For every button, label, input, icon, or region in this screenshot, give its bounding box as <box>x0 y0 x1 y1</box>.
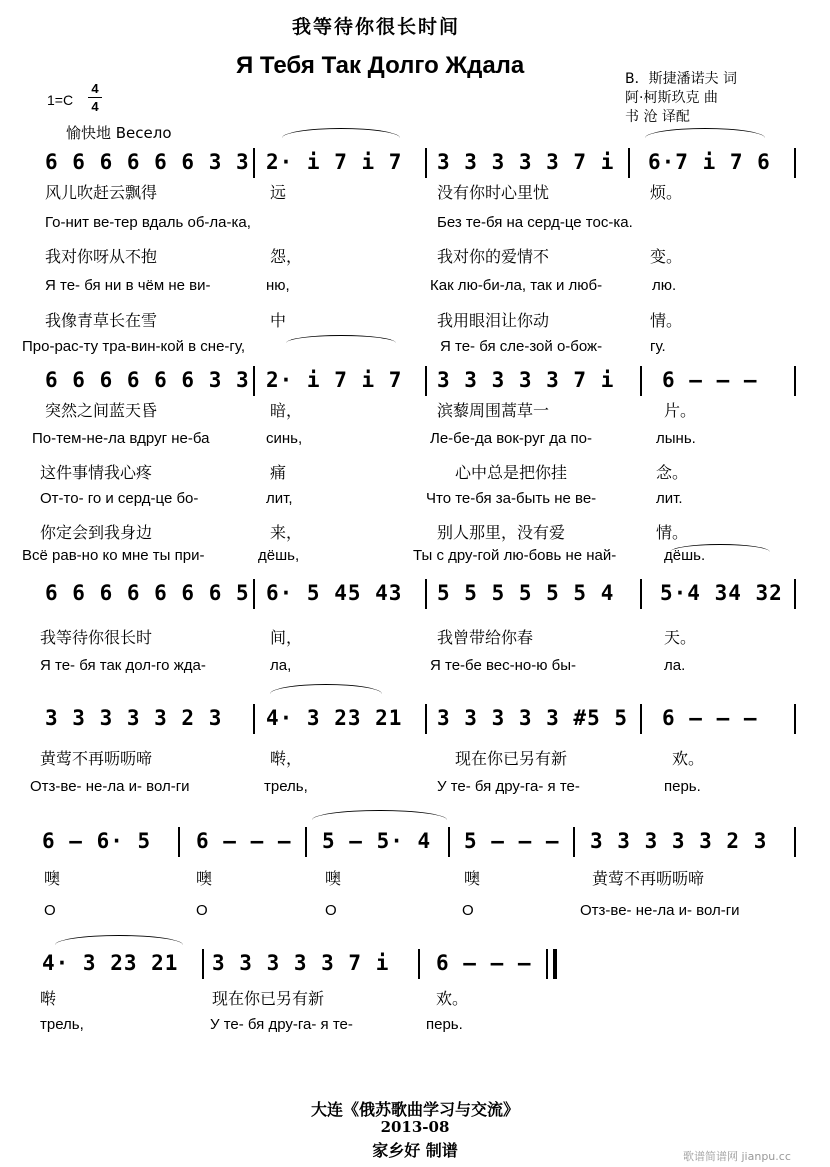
barline <box>794 148 796 178</box>
measure-notes: 6 6 6 6 6 6 3 3 <box>45 150 250 174</box>
slur <box>312 810 447 820</box>
lyric-ru: дёшь. <box>664 547 706 564</box>
credit-lyricist: В．斯捷潘诺夫 词 <box>625 71 738 87</box>
lyric-zh: 没有你时心里忧 <box>437 183 550 202</box>
title-russian: Я Тебя Так Долго Ждала <box>236 52 525 79</box>
lyric-zh: 别人那里，没有爱 <box>437 523 566 542</box>
lyric-ru: перь. <box>426 1016 463 1033</box>
measure-notes: 2· i 7 i 7 <box>266 150 403 174</box>
lyric-zh: 现在你已另有新 <box>455 749 568 768</box>
lyric-zh: 痛 <box>270 463 287 482</box>
footer-author: 家乡好 制谱 <box>372 1141 458 1160</box>
lyric-ru: Отз-ве- не-ла и- вол-ги <box>580 902 740 919</box>
lyric-ru: трель, <box>40 1016 84 1033</box>
lyric-zh: 片。 <box>664 401 697 420</box>
slur <box>55 935 183 945</box>
lyric-zh: 间， <box>270 628 303 647</box>
barline <box>253 148 255 178</box>
lyric-zh: 天。 <box>664 628 697 647</box>
barline <box>794 366 796 396</box>
lyric-zh: 情。 <box>656 523 689 542</box>
key-signature: 1=C <box>47 92 74 108</box>
measure-notes: 3 3 3 3 3 #5 5 <box>437 706 629 730</box>
barline <box>425 704 427 734</box>
lyric-zh: 噢 <box>44 869 61 888</box>
lyric-zh: 滨藜周围蒿草一 <box>437 401 550 420</box>
measure-notes: 6 – – – <box>662 368 758 392</box>
barline <box>253 366 255 396</box>
lyric-ru: У те- бя дру-га- я те- <box>210 1016 353 1033</box>
lyric-zh: 心中总是把你挂 <box>455 463 568 482</box>
measure-notes: 3 3 3 3 3 2 3 <box>590 829 768 853</box>
slur <box>645 128 765 138</box>
lyric-ru: Я те-бе вес-но-ю бы- <box>430 657 577 674</box>
lyric-ru: Я те- бя так дол-го жда- <box>40 657 206 674</box>
measure-notes: 5 – – – <box>464 829 560 853</box>
lyric-zh: 噢 <box>325 869 342 888</box>
time-sig-numerator: 4 <box>91 81 99 96</box>
lyric-zh: 我曾带给你春 <box>437 628 534 647</box>
measure-notes: 3 3 3 3 3 7 i <box>437 150 615 174</box>
lyric-zh: 现在你已另有新 <box>212 989 325 1008</box>
time-sig-denominator: 4 <box>91 99 99 114</box>
barline <box>573 827 575 857</box>
barline <box>794 827 796 857</box>
measure-notes: 5 5 5 5 5 5 4 <box>437 581 615 605</box>
title-chinese: 我等待你很长时间 <box>292 16 461 38</box>
lyric-ru: Что те-бя за-быть не ве- <box>426 490 597 507</box>
final-barline <box>553 949 557 979</box>
measure-notes: 4· 3 23 21 <box>42 951 179 975</box>
measure-notes: 6 6 6 6 6 6 3 3 <box>45 368 250 392</box>
barline <box>448 827 450 857</box>
lyric-ru: перь. <box>664 778 701 795</box>
lyric-zh: 中 <box>270 311 287 330</box>
tempo-marking: 愉快地 Весело <box>66 124 172 142</box>
lyric-zh: 啭 <box>40 989 57 1008</box>
measure-notes: 4· 3 23 21 <box>266 706 403 730</box>
barline <box>794 579 796 609</box>
lyric-ru: лит. <box>656 490 683 507</box>
lyric-ru: лю. <box>652 277 677 294</box>
barline <box>628 148 630 178</box>
barline <box>640 704 642 734</box>
lyric-zh: 烦。 <box>650 183 683 202</box>
measure-notes: 5 – 5· 4 <box>322 829 432 853</box>
measure-notes: 6 6 6 6 6 6 6 5 <box>45 581 250 605</box>
lyric-ru: У те- бя дру-га- я те- <box>437 778 580 795</box>
lyric-zh: 远 <box>270 183 287 202</box>
lyric-zh: 怨， <box>270 247 303 266</box>
lyric-ru: О <box>462 902 474 919</box>
lyric-zh: 噢 <box>196 869 213 888</box>
lyric-ru: Ты с дру-гой лю-бовь не най- <box>413 547 617 564</box>
barline <box>178 827 180 857</box>
slur <box>282 128 400 138</box>
barline <box>425 366 427 396</box>
lyric-zh: 你定会到我身边 <box>40 523 153 542</box>
footer-source: 大连《俄苏歌曲学习与交流》 <box>310 1100 519 1119</box>
barline <box>253 579 255 609</box>
footer-date: 2013-08 <box>380 1118 450 1136</box>
lyric-ru: Я те- бя ни в чём не ви- <box>45 277 211 294</box>
lyric-zh: 我像青草长在雪 <box>45 311 158 330</box>
measure-notes: 6·7 i 7 6 <box>648 150 771 174</box>
measure-notes: 6 – – – <box>662 706 758 730</box>
lyric-zh: 变。 <box>650 247 683 266</box>
barline <box>418 949 420 979</box>
barline <box>640 579 642 609</box>
lyric-ru: ла. <box>664 657 686 674</box>
lyric-zh: 欢。 <box>436 989 469 1008</box>
lyric-ru: трель, <box>264 778 308 795</box>
lyric-ru: От-то- го и серд-це бо- <box>40 490 199 507</box>
lyric-zh: 我对你的爱情不 <box>437 247 550 266</box>
lyric-ru: синь, <box>266 430 303 447</box>
lyric-zh: 黄莺不再呖呖啼 <box>40 749 153 768</box>
measure-notes: 5·4 34 32 <box>660 581 783 605</box>
lyric-ru: О <box>44 902 56 919</box>
measure-notes: 6· 5 45 43 <box>266 581 403 605</box>
lyric-ru: лынь. <box>656 430 696 447</box>
credit-translator: 书 沧 译配 <box>625 109 690 125</box>
lyric-zh: 暗， <box>270 401 303 420</box>
barline <box>640 366 642 396</box>
lyric-ru: Я те- бя сле-зой о-бож- <box>440 338 603 355</box>
slur <box>270 684 382 694</box>
watermark: 歌谱简谱网 jianpu.cc <box>683 1150 791 1163</box>
lyric-ru: гу. <box>650 338 666 355</box>
lyric-ru: О <box>325 902 337 919</box>
slur <box>286 335 396 343</box>
barline <box>425 579 427 609</box>
lyric-zh: 来， <box>270 523 303 542</box>
barline <box>546 949 548 979</box>
lyric-zh: 情。 <box>650 311 683 330</box>
lyric-ru: По-тем-не-ла вдруг не-ба <box>32 430 210 447</box>
lyric-ru: дёшь, <box>258 547 300 564</box>
lyric-ru: Ле-бе-да вок-руг да по- <box>430 430 592 447</box>
lyric-ru: Как лю-би-ла, так и люб- <box>430 277 603 294</box>
lyric-zh: 念。 <box>656 463 689 482</box>
lyric-ru: Про-рас-ту тра-вин-кой в сне-гу, <box>22 338 246 355</box>
lyric-ru: Го-нит ве-тер вдаль об-ла-ка, <box>45 214 251 231</box>
lyric-zh: 这件事情我心疼 <box>40 463 153 482</box>
barline <box>425 148 427 178</box>
credit-composer: 阿·柯斯玖克 曲 <box>625 90 718 106</box>
lyric-ru: Всё рав-но ко мне ты при- <box>22 547 205 564</box>
lyric-ru: лит, <box>266 490 293 507</box>
lyric-zh: 黄莺不再呖呖啼 <box>592 869 705 888</box>
measure-notes: 6 – – – <box>436 951 532 975</box>
lyric-ru: Отз-ве- не-ла и- вол-ги <box>30 778 190 795</box>
lyric-zh: 我用眼泪让你动 <box>437 311 550 330</box>
lyric-ru: Без те-бя на серд-це тос-ка. <box>437 214 633 231</box>
lyric-ru: ню, <box>266 277 290 294</box>
measure-notes: 6 – 6· 5 <box>42 829 152 853</box>
barline <box>202 949 204 979</box>
lyric-zh: 啭， <box>270 749 303 768</box>
lyric-zh: 突然之间蓝天昏 <box>45 401 158 420</box>
lyric-zh: 噢 <box>464 869 481 888</box>
lyric-zh: 欢。 <box>672 749 705 768</box>
measure-notes: 6 – – – <box>196 829 292 853</box>
lyric-zh: 我对你呀从不抱 <box>45 247 158 266</box>
lyric-ru: ла, <box>270 657 292 674</box>
measure-notes: 2· i 7 i 7 <box>266 368 403 392</box>
measure-notes: 3 3 3 3 3 7 i <box>437 368 615 392</box>
barline <box>794 704 796 734</box>
barline <box>253 704 255 734</box>
lyric-zh: 我等待你很长时 <box>40 628 153 647</box>
barline <box>305 827 307 857</box>
measure-notes: 3 3 3 3 3 7 i <box>212 951 390 975</box>
lyric-zh: 风儿吹赶云飘得 <box>45 183 158 202</box>
lyric-ru: О <box>196 902 208 919</box>
time-sig-divider <box>88 97 102 98</box>
measure-notes: 3 3 3 3 3 2 3 <box>45 706 223 730</box>
